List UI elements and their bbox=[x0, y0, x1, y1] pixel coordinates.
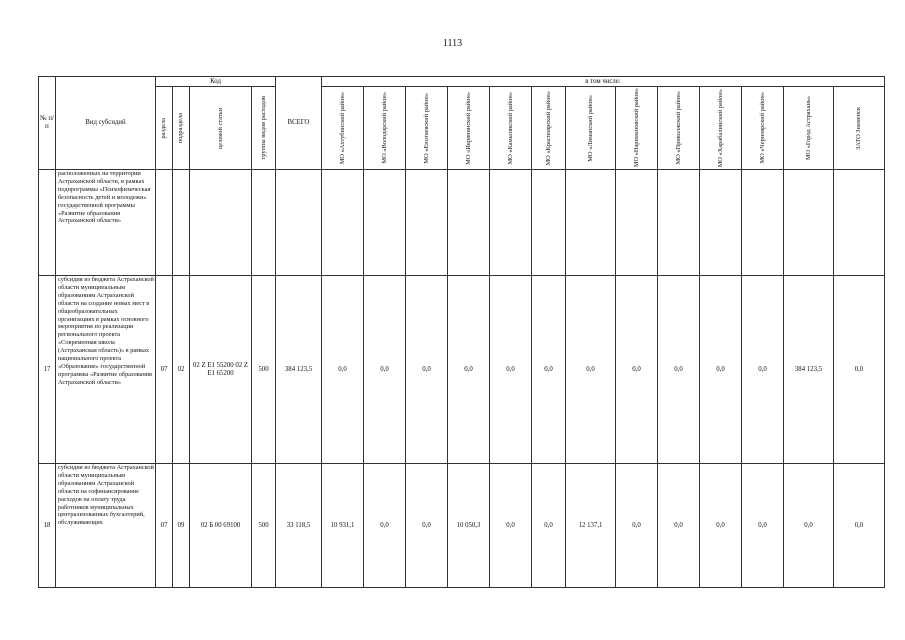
header-target-article: целевой статьи bbox=[190, 87, 252, 170]
section-code: 07 bbox=[156, 464, 173, 588]
district-value: 0,0 bbox=[532, 276, 566, 464]
header-section: раздела bbox=[156, 87, 173, 170]
subsection-code: 02 bbox=[173, 276, 190, 464]
district-value: 0,0 bbox=[784, 464, 834, 588]
district-value bbox=[322, 170, 364, 276]
district-value bbox=[406, 170, 448, 276]
district-value: 0,0 bbox=[616, 464, 658, 588]
header-including-group: в том числе: bbox=[322, 77, 885, 87]
section-code bbox=[156, 170, 173, 276]
target-article-code: 02 Б 00 69100 bbox=[190, 464, 252, 588]
district-value bbox=[700, 170, 742, 276]
table-body bbox=[39, 170, 885, 588]
header-district: МО «Икрянинский район» bbox=[448, 87, 490, 170]
expense-group-code: 500 bbox=[252, 464, 276, 588]
district-value bbox=[532, 170, 566, 276]
header-district: МО «Ахтубинский район» bbox=[322, 87, 364, 170]
district-value: 0,0 bbox=[406, 464, 448, 588]
district-value: 0,0 bbox=[490, 464, 532, 588]
district-value: 0,0 bbox=[834, 464, 885, 588]
subsidy-description: субсидия из бюджета Астраханской области муниципальным образованиям Астраханской области на софинансирование расходов на оплату труда работников муниципальных централизованных бухгалтерий, обслуживающих bbox=[56, 464, 156, 588]
row-number bbox=[39, 170, 56, 276]
district-value: 0,0 bbox=[742, 464, 784, 588]
total-value: 33 118,5 bbox=[276, 464, 322, 588]
header-subsidy-type: Вид субсидий bbox=[56, 77, 156, 170]
page-number: 1113 bbox=[442, 38, 463, 49]
table-row bbox=[39, 464, 885, 588]
header-district: МО «Володарский район» bbox=[364, 87, 406, 170]
subsection-code: 09 bbox=[173, 464, 190, 588]
expense-group-code bbox=[252, 170, 276, 276]
district-value: 384 123,5 bbox=[784, 276, 834, 464]
header-district: МО «Приволжский район» bbox=[658, 87, 700, 170]
row-number: 18 bbox=[39, 464, 56, 588]
district-value: 0,0 bbox=[700, 276, 742, 464]
district-value bbox=[566, 170, 616, 276]
section-code: 07 bbox=[156, 276, 173, 464]
header-district: МО «Город Астрахань» bbox=[784, 87, 834, 170]
header-district: МО «Красноярский район» bbox=[532, 87, 566, 170]
header-district: МО «Наримановский район» bbox=[616, 87, 658, 170]
district-value: 0,0 bbox=[658, 276, 700, 464]
district-value: 0,0 bbox=[490, 276, 532, 464]
header-district: ЗАТО Знаменск bbox=[834, 87, 885, 170]
district-value: 0,0 bbox=[364, 276, 406, 464]
district-value bbox=[784, 170, 834, 276]
header-code-group: Код bbox=[156, 77, 276, 87]
subsidy-table bbox=[38, 76, 885, 588]
header-district: МО «Лиманский район» bbox=[566, 87, 616, 170]
district-value: 10 931,1 bbox=[322, 464, 364, 588]
total-value bbox=[276, 170, 322, 276]
header-expense-group: группы видов расходов bbox=[252, 87, 276, 170]
header-district: МО «Енотаевский район» bbox=[406, 87, 448, 170]
district-value: 0,0 bbox=[566, 276, 616, 464]
district-value: 10 050,3 bbox=[448, 464, 490, 588]
table-row bbox=[39, 170, 885, 276]
subsidy-description: субсидия из бюджета Астраханской области муниципальным образованиям Астраханской области на создание новых мест в общеобразовательных организациях в рамках основного мероприятия по реализации регионального проекта «Современная школа (Астраханская область)» в рамках национального проекта «Образование» государственной программы «Развитие образования Астраханской области» bbox=[56, 276, 156, 464]
header-row-number: № п/п bbox=[39, 77, 56, 170]
district-value: 0,0 bbox=[406, 276, 448, 464]
district-value: 0,0 bbox=[616, 276, 658, 464]
row-number: 17 bbox=[39, 276, 56, 464]
district-value: 0,0 bbox=[364, 464, 406, 588]
district-value bbox=[364, 170, 406, 276]
district-value bbox=[834, 170, 885, 276]
header-total: ВСЕГО bbox=[276, 77, 322, 170]
district-value: 0,0 bbox=[742, 276, 784, 464]
expense-group-code: 500 bbox=[252, 276, 276, 464]
target-article-code: 02 Z E1 55200 02 Z E1 65200 bbox=[190, 276, 252, 464]
table-row bbox=[39, 276, 885, 464]
district-value: 0,0 bbox=[700, 464, 742, 588]
header-district: МО «Черноярский район» bbox=[742, 87, 784, 170]
subsidy-description: расположенных на территории Астраханской области, в рамках подпрограммы «Психофизическая безопасность детей и молодежи» государственной программы «Развитие образования Астраханской области» bbox=[56, 170, 156, 276]
district-value: 0,0 bbox=[322, 276, 364, 464]
district-value: 0,0 bbox=[532, 464, 566, 588]
subsection-code bbox=[173, 170, 190, 276]
district-value: 0,0 bbox=[658, 464, 700, 588]
total-value: 384 123,5 bbox=[276, 276, 322, 464]
district-value: 0,0 bbox=[834, 276, 885, 464]
district-value bbox=[742, 170, 784, 276]
district-value: 12 137,1 bbox=[566, 464, 616, 588]
target-article-code bbox=[190, 170, 252, 276]
district-value: 0,0 bbox=[448, 276, 490, 464]
header-subsection: подраздела bbox=[173, 87, 190, 170]
district-value bbox=[490, 170, 532, 276]
header-district: МО «Харабалинский район» bbox=[700, 87, 742, 170]
header-district: МО «Камызякский район» bbox=[490, 87, 532, 170]
district-value bbox=[658, 170, 700, 276]
district-value bbox=[616, 170, 658, 276]
district-value bbox=[448, 170, 490, 276]
